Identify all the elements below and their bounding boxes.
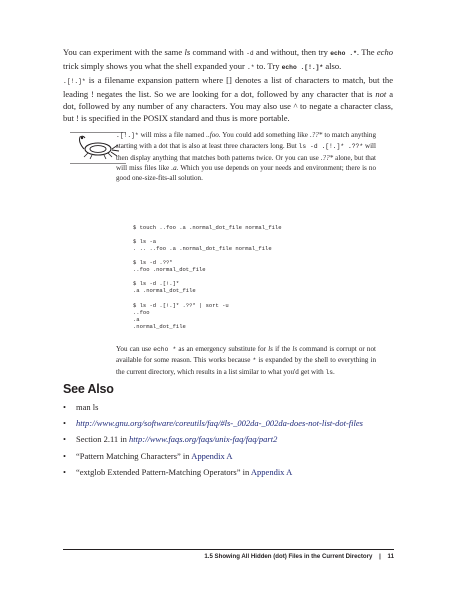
list-item: • “Pattern Matching Characters” in Appendix A — [63, 450, 233, 461]
running-footer — [204, 553, 394, 560]
appendix-a-link[interactable]: Appendix A — [250, 466, 293, 477]
list-item: • “extglob Extended Pattern-Matching Operators” in Appendix A — [63, 466, 293, 477]
see-also-list — [63, 402, 363, 483]
list-item: • http://www.gnu.org/software/coreutils/faq/#ls-_002da-_002da-does-not-list-dot-files — [63, 418, 363, 429]
paragraph-experiment: You can experiment with the same ls command with -d and without, then try echo .*. The echo trick simply shows you what the shell expanded your .* to. Try echo .[!.]* also. — [63, 47, 394, 72]
section-heading: See Also — [63, 382, 114, 396]
note-paragraph-2: You can use echo * as an emergency substitute for ls if the ls command is corrupt or not available for some reason. This works because * is expanded by the shell to everything in the current directory, which results in a list similar to what you'd get with ls. — [116, 345, 376, 376]
list-item: • man ls — [63, 402, 99, 412]
gnu-faq-link[interactable]: http://www.gnu.org/software/coreutils/faq/#ls-_002da-_002da-does-not-list-dot-files — [76, 418, 363, 429]
appendix-a-link[interactable]: Appendix A — [191, 450, 233, 461]
code-example: $ touch ..foo .a .normal_dot_file normal_file $ ls -a . .. ..foo .a .normal_dot_file normal_file $ ls -d .??* ..foo .normal_dot_file $ ls -d .[!.]* .a .normal_dot_file $ ls -d .[!.]* .??* | sort -u ..foo .a .normal_dot_file — [133, 224, 282, 330]
footer-section-title: 1.5 Showing All Hidden (dot) Files in the Current Directory — [204, 553, 373, 560]
footer-separator: | — [379, 553, 381, 560]
list-item: • Section 2.11 in http://www.faqs.org/faqs/unix-faq/faq/part2 — [63, 434, 278, 445]
warning-note — [116, 130, 376, 183]
note-paragraph-1: .[!.]* will miss a file named ..foo. You could add something like .??* to match anything starting with a dot that is also at least three characters long. But ls -d .[!.]* .??* will then display anything that matches both patterns twice. Or you can use .??* alone, but that will miss files like .a. Which you use depends on your needs and environment; there is no good one-size-fits-all solution. — [116, 131, 376, 183]
paragraph-pattern-explanation: .[!.]* is a filename expansion pattern where [] denotes a list of characters to match, but the leading ! negates the list. So we are looking for a dot, followed by any character that is not a dot, followed by any number of any characters. You may also use ^ to negate a character class, but ! is specified in the POSIX standard and thus is more portable. — [63, 75, 393, 124]
page-number: 11 — [387, 553, 394, 560]
unix-faq-link[interactable]: http://www.faqs.org/faqs/unix-faq/faq/part2 — [129, 434, 278, 445]
footer-rule — [63, 549, 394, 550]
